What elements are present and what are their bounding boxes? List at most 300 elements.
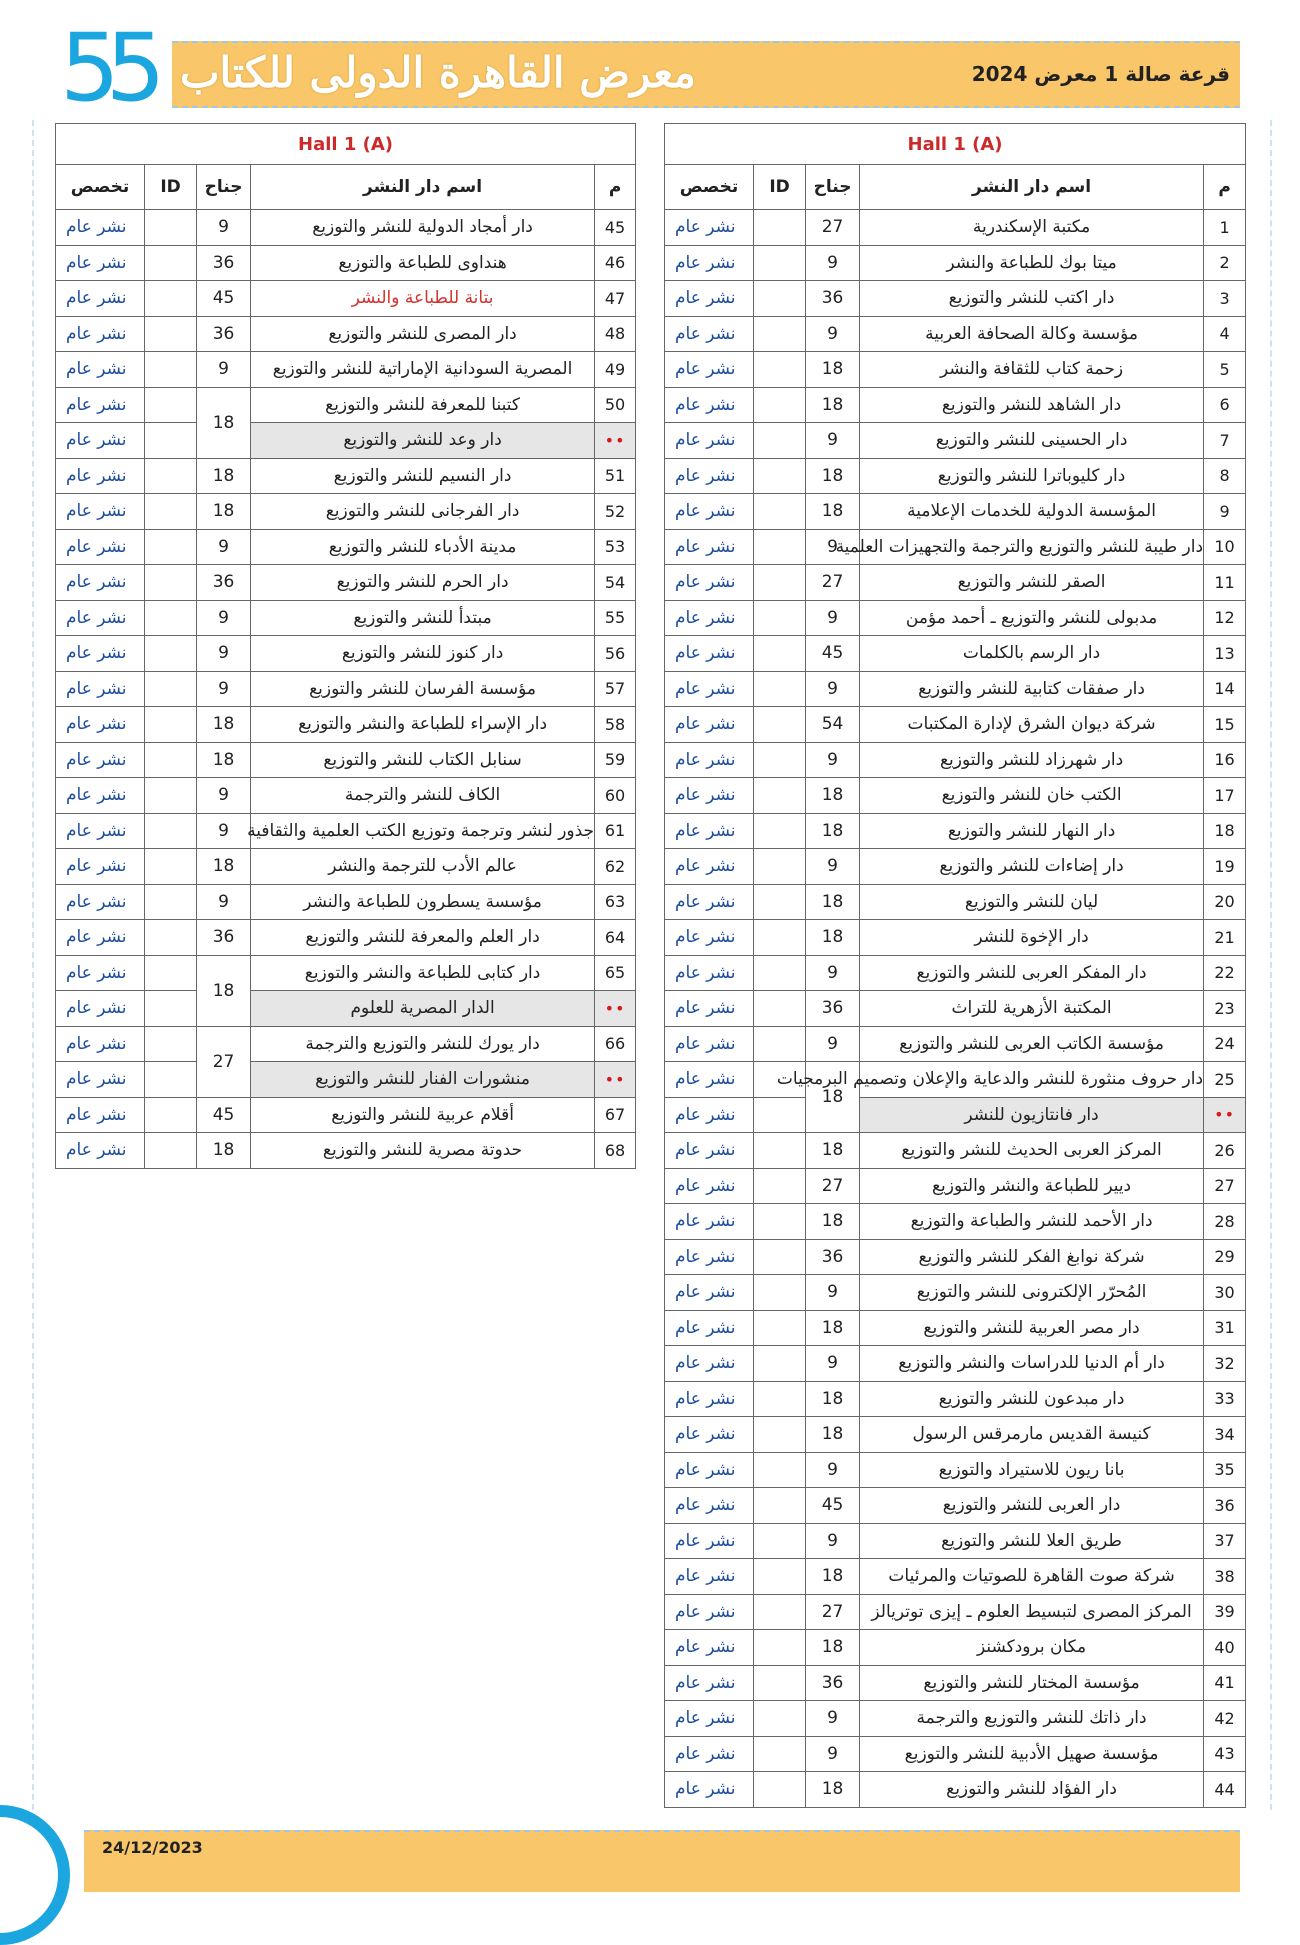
specialty: نشر عام [665,707,754,743]
id-cell [754,458,806,494]
publisher-name: دار الحرم للنشر والتوزيع [251,565,595,601]
publisher-name: دار مبدعون للنشر والتوزيع [860,1381,1204,1417]
table-row [56,778,636,814]
publisher-name: ديير للطباعة والنشر والتوزيع [860,1168,1204,1204]
publisher-name: دار المفكر العربى للنشر والتوزيع [860,955,1204,991]
id-cell [145,529,197,565]
publisher-name: جذور لنشر وترجمة وتوزيع الكتب العلمية والثقافية [251,813,595,849]
wing-number: 18 [806,458,860,494]
table-row [665,600,1246,636]
id-cell [145,955,197,991]
id-cell [145,423,197,459]
specialty: نشر عام [56,565,145,601]
row-number: 7 [1204,423,1246,459]
publisher-name: دار النسيم للنشر والتوزيع [251,458,595,494]
wing-number: 9 [806,1346,860,1382]
publisher-name: شركة نوابغ الفكر للنشر والتوزيع [860,1239,1204,1275]
publisher-name: الكاف للنشر والترجمة [251,778,595,814]
row-number: 51 [595,458,636,494]
id-cell [754,813,806,849]
wing-number: 9 [806,1452,860,1488]
table-row [665,352,1246,388]
wing-number: 18 [197,458,251,494]
specialty: نشر عام [56,1062,145,1098]
id-cell [145,245,197,281]
specialty: نشر عام [56,1097,145,1133]
row-number: •• [595,423,636,459]
row-number: 14 [1204,671,1246,707]
row-number: •• [1204,1097,1246,1133]
id-cell [145,352,197,388]
specialty: نشر عام [56,529,145,565]
id-cell [754,1452,806,1488]
table-row [665,1736,1246,1772]
specialty: نشر عام [56,1133,145,1169]
table-row [665,1630,1246,1666]
row-number: 19 [1204,849,1246,885]
publisher-name: دار مصر العربية للنشر والتوزيع [860,1310,1204,1346]
logo-number: 55 [60,14,152,123]
row-number: 23 [1204,991,1246,1027]
wing-number: 18 [806,884,860,920]
wing-number: 18 [197,742,251,778]
id-cell [145,458,197,494]
table-row [665,1488,1246,1524]
specialty: نشر عام [56,955,145,991]
id-cell [754,1310,806,1346]
wing-number: 9 [197,352,251,388]
publisher-name: دار كنوز للنشر والتوزيع [251,636,595,672]
publisher-name: شركة ديوان الشرق لإدارة المكتبات [860,707,1204,743]
specialty: نشر عام [665,1772,754,1808]
logo-calligraphy: معرض القاهرة الدولى للكتاب [180,48,696,97]
specialty: نشر عام [56,281,145,317]
wing-number: 9 [806,1736,860,1772]
row-number: 45 [595,210,636,246]
row-number: 27 [1204,1168,1246,1204]
table-row [665,1665,1246,1701]
right-dashed-guide [1270,120,1272,1810]
id-cell [145,849,197,885]
table-row [665,245,1246,281]
publisher-name: مؤسسة يسطرون للطباعة والنشر [251,884,595,920]
col-name: اسم دار النشر [251,165,595,210]
wing-number: 18 [197,494,251,530]
specialty: نشر عام [665,316,754,352]
specialty: نشر عام [665,920,754,956]
specialty: نشر عام [665,1736,754,1772]
specialty: نشر عام [665,1062,754,1098]
publisher-name: منشورات الفنار للنشر والتوزيع [251,1062,595,1098]
publisher-name: دار الأحمد للنشر والطباعة والتوزيع [860,1204,1204,1240]
publisher-name: مؤسسة الكاتب العربى للنشر والتوزيع [860,1026,1204,1062]
specialty: نشر عام [665,423,754,459]
row-number: 58 [595,707,636,743]
publisher-name: المركز العربى الحديث للنشر والتوزيع [860,1133,1204,1169]
col-id: ID [145,165,197,210]
publisher-name: عالم الأدب للترجمة والنشر [251,849,595,885]
col-num: م [595,165,636,210]
publisher-name: المكتبة الأزهرية للتراث [860,991,1204,1027]
id-cell [145,920,197,956]
row-number: 24 [1204,1026,1246,1062]
footer-date: 24/12/2023 [102,1838,203,1857]
row-number: 31 [1204,1310,1246,1346]
hall-title: Hall 1 (A) [665,124,1246,165]
row-number: 49 [595,352,636,388]
specialty: نشر عام [665,281,754,317]
id-cell [754,671,806,707]
publisher-name: الدار المصرية للعلوم [251,991,595,1027]
wing-number: 18 [806,494,860,530]
row-number: 30 [1204,1275,1246,1311]
specialty: نشر عام [56,884,145,920]
col-id: ID [754,165,806,210]
specialty: نشر عام [56,671,145,707]
publisher-name: أقلام عربية للنشر والتوزيع [251,1097,595,1133]
wing-number: 9 [806,600,860,636]
id-cell [145,742,197,778]
wing-number: 9 [806,529,860,565]
wing-number: 18 [197,387,251,458]
wing-number: 18 [197,849,251,885]
row-number: 28 [1204,1204,1246,1240]
table-row [665,1133,1246,1169]
table-row [665,1452,1246,1488]
specialty: نشر عام [665,1381,754,1417]
row-number: 5 [1204,352,1246,388]
wing-number: 9 [197,884,251,920]
publisher-name: دار وعد للنشر والتوزيع [251,423,595,459]
row-number: 37 [1204,1523,1246,1559]
publisher-name: بتانة للطباعة والنشر [251,281,595,317]
table-row [665,1168,1246,1204]
row-number: 61 [595,813,636,849]
wing-number: 18 [806,1772,860,1808]
wing-number: 18 [806,813,860,849]
wing-number: 27 [806,210,860,246]
row-number: 36 [1204,1488,1246,1524]
id-cell [754,1381,806,1417]
row-number: 11 [1204,565,1246,601]
publisher-name: المصرية السودانية الإماراتية للنشر والتوزيع [251,352,595,388]
id-cell [754,707,806,743]
publisher-name: دار كتابى للطباعة والنشر والتوزيع [251,955,595,991]
row-number: 12 [1204,600,1246,636]
table-row [665,1346,1246,1382]
table-row [56,245,636,281]
row-number: 68 [595,1133,636,1169]
table-row [665,636,1246,672]
wing-number: 9 [197,671,251,707]
publisher-name: دار ذاتك للنشر والتوزيع والترجمة [860,1701,1204,1737]
row-number: 16 [1204,742,1246,778]
publisher-name: حدوتة مصرية للنشر والتوزيع [251,1133,595,1169]
col-spec: تخصص [665,165,754,210]
row-number: 29 [1204,1239,1246,1275]
publisher-name: دار الرسم بالكلمات [860,636,1204,672]
row-number: 64 [595,920,636,956]
publisher-name: ليان للنشر والتوزيع [860,884,1204,920]
publisher-name: دار صفقات كتابية للنشر والتوزيع [860,671,1204,707]
publisher-name: كتبنا للمعرفة للنشر والتوزيع [251,387,595,423]
specialty: نشر عام [56,316,145,352]
table-row [56,849,636,885]
publisher-name: ميتا بوك للطباعة والنشر [860,245,1204,281]
wing-number: 9 [806,1701,860,1737]
row-number: 38 [1204,1559,1246,1595]
id-cell [145,813,197,849]
specialty: نشر عام [56,423,145,459]
row-number: 55 [595,600,636,636]
specialty: نشر عام [665,1026,754,1062]
table-row [56,1026,636,1062]
wing-number: 36 [197,245,251,281]
page-title: قرعة صالة 1 معرض 2024 [971,62,1230,86]
wing-number: 9 [197,210,251,246]
specialty: نشر عام [665,494,754,530]
id-cell [754,316,806,352]
table-row [665,423,1246,459]
table-row [665,1062,1246,1098]
specialty: نشر عام [665,1310,754,1346]
row-number: 46 [595,245,636,281]
specialty: نشر عام [56,352,145,388]
table-row [665,1523,1246,1559]
specialty: نشر عام [665,565,754,601]
specialty: نشر عام [665,210,754,246]
row-number: 53 [595,529,636,565]
table-row [665,1701,1246,1737]
specialty: نشر عام [665,742,754,778]
publisher-name: دار الفؤاد للنشر والتوزيع [860,1772,1204,1808]
id-cell [145,565,197,601]
row-number: 20 [1204,884,1246,920]
row-number: 26 [1204,1133,1246,1169]
publisher-name: المُحرّر الإلكترونى للنشر والتوزيع [860,1275,1204,1311]
row-number: 63 [595,884,636,920]
id-cell [145,671,197,707]
wing-number: 18 [806,920,860,956]
id-cell [754,387,806,423]
id-cell [754,1488,806,1524]
id-cell [754,1701,806,1737]
table-row [665,1559,1246,1595]
table-row [665,281,1246,317]
row-number: 33 [1204,1381,1246,1417]
id-cell [145,1133,197,1169]
id-cell [754,1204,806,1240]
publisher-name: مكان برودكشنز [860,1630,1204,1666]
row-number: 59 [595,742,636,778]
table-row [665,565,1246,601]
specialty: نشر عام [665,387,754,423]
specialty: نشر عام [665,1239,754,1275]
table-row [665,458,1246,494]
table-row [56,1097,636,1133]
specialty: نشر عام [665,1488,754,1524]
corner-arc-decoration [0,1805,70,1945]
row-number: 60 [595,778,636,814]
id-cell [754,955,806,991]
wing-number: 27 [197,1026,251,1097]
table-row [56,600,636,636]
specialty: نشر عام [665,1594,754,1630]
table-row [56,955,636,991]
specialty: نشر عام [665,529,754,565]
publisher-name: مبتدأ للنشر والتوزيع [251,600,595,636]
publisher-name: دار العلم والمعرفة للنشر والتوزيع [251,920,595,956]
id-cell [145,600,197,636]
table-row [665,1381,1246,1417]
wing-number: 9 [197,778,251,814]
specialty: نشر عام [665,1346,754,1382]
table-row [56,671,636,707]
id-cell [754,1594,806,1630]
wing-number: 36 [806,991,860,1027]
table-row [56,742,636,778]
footer-banner [84,1830,1240,1892]
table-row [56,210,636,246]
wing-number: 18 [806,1062,860,1133]
wing-number: 18 [197,1133,251,1169]
wing-number: 9 [806,245,860,281]
id-cell [754,1275,806,1311]
id-cell [754,1559,806,1595]
publisher-name: دار اكتب للنشر والتوزيع [860,281,1204,317]
row-number: 32 [1204,1346,1246,1382]
table-row [665,813,1246,849]
publisher-name: دار شهرزاد للنشر والتوزيع [860,742,1204,778]
row-number: 56 [595,636,636,672]
wing-number: 27 [806,1168,860,1204]
table-row [56,423,636,459]
col-num: م [1204,165,1246,210]
row-number: 18 [1204,813,1246,849]
wing-number: 54 [806,707,860,743]
publisher-name: مدينة الأدباء للنشر والتوزيع [251,529,595,565]
row-number: 4 [1204,316,1246,352]
publisher-name: دار أم الدنيا للدراسات والنشر والتوزيع [860,1346,1204,1382]
col-wing: جناح [806,165,860,210]
id-cell [145,884,197,920]
id-cell [145,1026,197,1062]
id-cell [145,281,197,317]
id-cell [754,281,806,317]
row-number: 48 [595,316,636,352]
id-cell [754,1097,806,1133]
row-number: 6 [1204,387,1246,423]
row-number: 25 [1204,1062,1246,1098]
row-number: 35 [1204,1452,1246,1488]
wing-number: 9 [806,742,860,778]
table-row [665,1275,1246,1311]
table-row [665,991,1246,1027]
specialty: نشر عام [665,813,754,849]
table-row [56,387,636,423]
specialty: نشر عام [665,1452,754,1488]
publisher-name: دار العربى للنشر والتوزيع [860,1488,1204,1524]
table-row [665,1239,1246,1275]
table-row [665,671,1246,707]
id-cell [754,849,806,885]
col-name: اسم دار النشر [860,165,1204,210]
wing-number: 18 [806,778,860,814]
publisher-name: مؤسسة الفرسان للنشر والتوزيع [251,671,595,707]
table-row [56,1062,636,1098]
table-row [665,316,1246,352]
specialty: نشر عام [665,1701,754,1737]
specialty: نشر عام [665,1133,754,1169]
id-cell [754,494,806,530]
table-row [56,884,636,920]
row-number: 65 [595,955,636,991]
wing-number: 45 [197,281,251,317]
table-row [56,565,636,601]
table-row [56,316,636,352]
id-cell [754,920,806,956]
row-number: 13 [1204,636,1246,672]
col-wing: جناح [197,165,251,210]
id-cell [754,423,806,459]
wing-number: 9 [197,600,251,636]
publisher-name: زحمة كتاب للثقافة والنشر [860,352,1204,388]
row-number: 1 [1204,210,1246,246]
publisher-name: هنداوى للطباعة والتوزيع [251,245,595,281]
publisher-name: دار الإخوة للنشر [860,920,1204,956]
specialty: نشر عام [56,245,145,281]
specialty: نشر عام [665,458,754,494]
table-row [665,1310,1246,1346]
row-number: 52 [595,494,636,530]
table-row [665,778,1246,814]
specialty: نشر عام [56,600,145,636]
row-number: 22 [1204,955,1246,991]
publisher-name: دار أمجاد الدولية للنشر والتوزيع [251,210,595,246]
wing-number: 27 [806,1594,860,1630]
id-cell [754,1026,806,1062]
id-cell [754,991,806,1027]
id-cell [754,884,806,920]
publisher-name: دار فانتازيون للنشر [860,1097,1204,1133]
table-row [56,920,636,956]
specialty: نشر عام [665,778,754,814]
wing-number: 18 [806,1417,860,1453]
id-cell [754,1523,806,1559]
publisher-name: مؤسسة صهيل الأدبية للنشر والتوزيع [860,1736,1204,1772]
wing-number: 9 [806,423,860,459]
specialty: نشر عام [56,849,145,885]
row-number: 66 [595,1026,636,1062]
specialty: نشر عام [665,1417,754,1453]
wing-number: 9 [806,671,860,707]
wing-number: 18 [197,955,251,1026]
table-row [665,707,1246,743]
wing-number: 18 [806,387,860,423]
wing-number: 9 [806,849,860,885]
table-row [56,494,636,530]
specialty: نشر عام [56,1026,145,1062]
publisher-name: دار طيبة للنشر والتوزيع والترجمة والتجهيزات العلمية [860,529,1204,565]
id-cell [145,991,197,1027]
id-cell [754,1133,806,1169]
row-number: 9 [1204,494,1246,530]
specialty: نشر عام [665,636,754,672]
id-cell [754,1665,806,1701]
table-row [665,1204,1246,1240]
row-number: 62 [595,849,636,885]
publisher-name: دار المصرى للنشر والتوزيع [251,316,595,352]
